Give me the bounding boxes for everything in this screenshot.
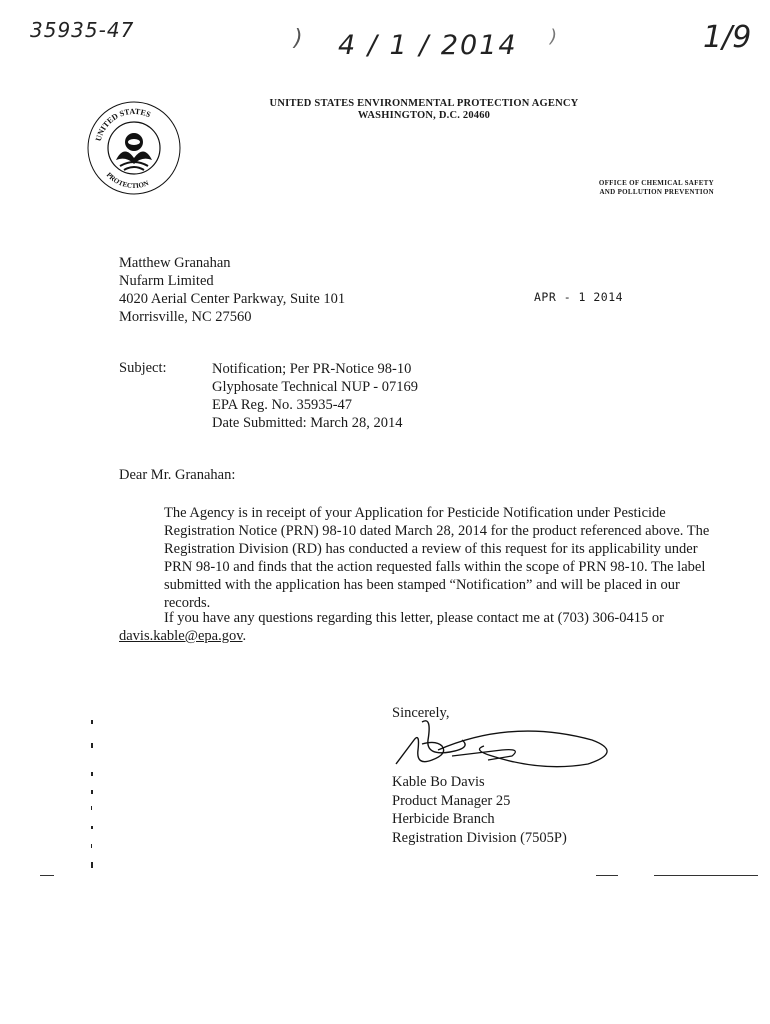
handwritten-reg-number: 35935-47 bbox=[30, 18, 135, 42]
office-name bbox=[560, 179, 714, 197]
scan-mark bbox=[91, 743, 93, 748]
letterhead bbox=[200, 98, 648, 122]
paragraph-1-text: The Agency is in receipt of your Application for Pesticide Notification under Pesticide Registration Notice (PRN) 98-10 dated March 28, 2014 for the product referenced above. The Registration Division (RD) has conducted a review of this request for its applicability under PRN 98-10 and finds that the action requested falls within the scope of PRN 98-10. The label submitted with the application has been stamped “Notification” and will be placed in our records. bbox=[164, 505, 710, 611]
contact-email-link[interactable]: davis.kable@epa.gov bbox=[119, 628, 243, 644]
scan-dash bbox=[40, 875, 54, 876]
recipient-city: Morrisville, NC 27560 bbox=[119, 309, 252, 325]
paragraph-2-end: . bbox=[242, 628, 247, 644]
scan-dash bbox=[596, 875, 618, 876]
valediction: Sincerely, bbox=[392, 705, 450, 721]
signature-block bbox=[392, 773, 567, 847]
subject-line-3: EPA Reg. No. 35935-47 bbox=[212, 397, 353, 413]
signer-branch: Herbicide Branch bbox=[392, 811, 495, 827]
salutation: Dear Mr. Granahan: bbox=[119, 467, 236, 483]
scan-mark bbox=[91, 720, 93, 724]
scan-mark bbox=[91, 826, 93, 829]
signer-title: Product Manager 25 bbox=[392, 792, 511, 809]
scan-rule bbox=[654, 875, 758, 876]
agency-name: UNITED STATES ENVIRONMENTAL PROTECTION AGENCY bbox=[269, 98, 579, 109]
handwritten-paren-left: ) bbox=[294, 26, 303, 51]
handwritten-page-count: 1/9 bbox=[703, 20, 752, 55]
handwritten-date: 4 / 1 / 2014 bbox=[338, 30, 518, 61]
scan-mark bbox=[91, 790, 93, 794]
recipient-street: 4020 Aerial Center Parkway, Suite 101 bbox=[119, 291, 346, 307]
body-paragraph-1 bbox=[119, 504, 724, 612]
signer-name: Kable Bo Davis bbox=[392, 774, 485, 790]
signer-division: Registration Division (7505P) bbox=[392, 829, 567, 846]
seal-text-bottom: PROTECTION bbox=[104, 170, 150, 190]
handwritten-signature bbox=[392, 710, 622, 774]
office-line-2: AND POLLUTION PREVENTION bbox=[599, 188, 714, 196]
subject-label: Subject: bbox=[119, 360, 167, 376]
subject-lines bbox=[212, 360, 418, 432]
office-line-1: OFFICE OF CHEMICAL SAFETY bbox=[598, 179, 714, 187]
scan-mark bbox=[91, 806, 92, 810]
recipient-company: Nufarm Limited bbox=[119, 273, 214, 289]
scan-mark bbox=[91, 862, 93, 868]
body-paragraph-2 bbox=[119, 609, 724, 645]
date-stamp: APR - 1 2014 bbox=[534, 290, 624, 304]
recipient-name: Matthew Granahan bbox=[119, 255, 231, 271]
subject-line-2: Glyphosate Technical NUP - 07169 bbox=[212, 379, 418, 395]
paragraph-2-text: If you have any questions regarding this letter, please contact me at (703) 306-0415 or bbox=[164, 610, 664, 626]
scan-mark bbox=[91, 844, 92, 848]
seal-text-top: UNITED STATES bbox=[93, 106, 152, 143]
agency-city: WASHINGTON, D.C. 20460 bbox=[357, 110, 491, 121]
recipient-address bbox=[119, 254, 345, 326]
subject-line-1: Notification; Per PR-Notice 98-10 bbox=[212, 361, 412, 377]
handwritten-paren-right: ) bbox=[550, 26, 558, 47]
subject-line-4: Date Submitted: March 28, 2014 bbox=[212, 415, 403, 431]
scan-mark bbox=[91, 772, 93, 776]
epa-seal-logo bbox=[86, 100, 182, 196]
svg-text:PROTECTION bbox=[105, 171, 150, 190]
